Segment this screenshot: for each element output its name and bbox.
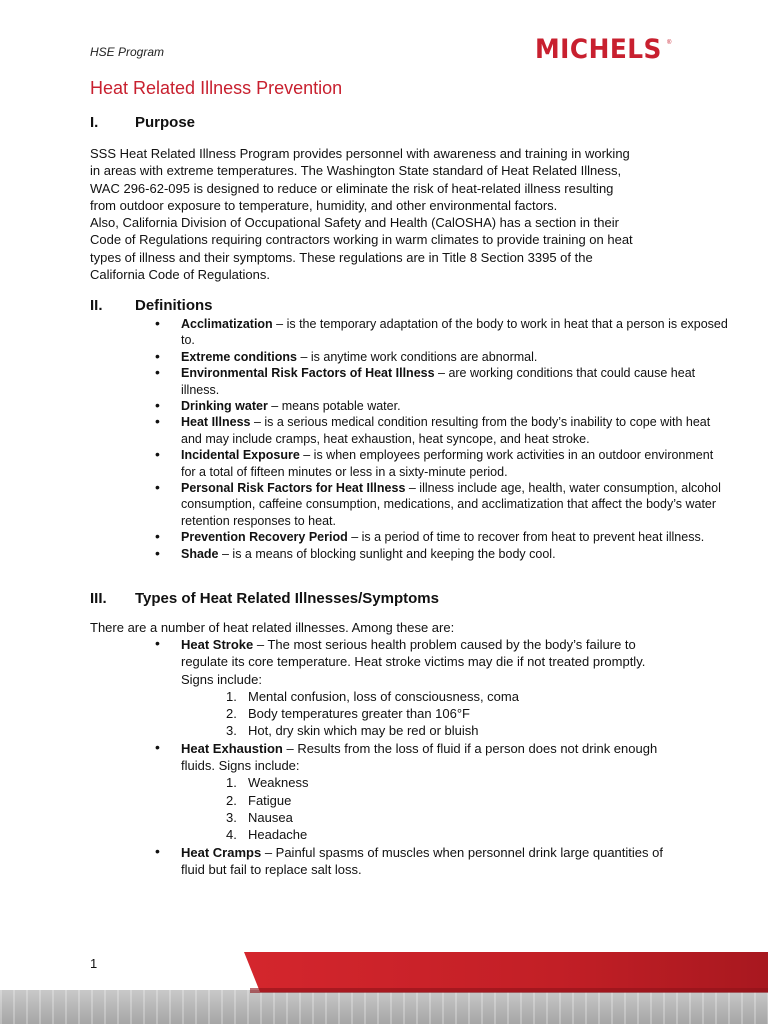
signs-list (181, 688, 675, 740)
definition-term: Acclimatization (181, 317, 273, 331)
definition-text: – are working conditions that could cause heat illness. (181, 366, 696, 397)
illness-item (155, 636, 675, 740)
sign-text: Body temperatures greater than 106°F (248, 706, 470, 722)
bullet-icon: • (155, 315, 160, 331)
illness-text: – The most serious health problem caused by the body’s failure to regulate its core temperature. Heat stroke victims may die if not treated promptly. Signs include: (181, 637, 646, 687)
definition-term: Prevention Recovery Period (181, 530, 348, 545)
section-number: III. (90, 590, 107, 607)
definition-item (155, 414, 730, 447)
sign-number: 4. (226, 827, 237, 843)
purpose-paragraph: SSS Heat Related Illness Program provides personnel with awareness and training in working in areas with extreme temperatures. The Washington State standard of Heat Related Illness, WAC 296-62-095 is designed to reduce or eliminate the risk of heat-related illness resulting from outdoor exposure to temperature, humidity, and other environmental factors. Also, California Division of Occupational Safety and Health (CalOSHA) has a section in their Code of Regulations requiring contractors working in warm climates to provide training on heat types of illness and their symptoms. These regulations are in Title 8 Section 3395 of the California Code of Regulations. (90, 146, 633, 283)
bullet-icon: • (155, 347, 160, 364)
sign-text: Hot, dry skin which may be red or bluish (248, 723, 479, 739)
sign-text: Mental confusion, loss of consciousness, coma (248, 688, 519, 704)
definition-term: Drinking water (181, 399, 268, 414)
definition-term: Incidental Exposure (181, 448, 300, 463)
definition-item (155, 365, 730, 398)
signs-list (181, 774, 675, 843)
definition-text: – is the temporary adaptation of the body to work in heat that a person is exposed to. (181, 317, 728, 348)
sign-item (226, 792, 675, 809)
section-title: Types of Heat Related Illnesses/Symptoms (135, 590, 439, 607)
definition-item (155, 529, 730, 545)
document-title: Heat Related Illness Prevention (90, 78, 343, 98)
bullet-icon: • (155, 364, 160, 381)
illness-text: – Painful spasms of muscles when personnel drink large quantities of fluid but fail to replace salt loss. (181, 844, 663, 877)
bullet-icon: • (155, 528, 160, 545)
section-number: I. (90, 114, 99, 131)
sign-number: 1. (226, 688, 237, 704)
sign-number: 2. (226, 792, 237, 808)
bullet-icon: • (155, 413, 160, 430)
footer-red-banner-shadow (250, 988, 768, 993)
definition-text: – is anytime work conditions are abnormal. (297, 349, 538, 364)
section-number: II. (90, 297, 103, 314)
footer-red-banner (244, 952, 768, 992)
sign-number: 3. (226, 809, 237, 825)
section-title: Definitions (135, 297, 213, 314)
definition-text: – means potable water. (267, 399, 401, 414)
definition-term: Heat Illness (181, 415, 251, 430)
sign-number: 2. (226, 706, 237, 722)
bullet-icon: • (155, 397, 160, 414)
sign-item (226, 722, 675, 739)
definitions-list (155, 316, 730, 562)
bullet-icon: • (155, 842, 160, 859)
illness-item (155, 740, 675, 844)
definition-term: Personal Risk Factors for Heat Illness (181, 481, 406, 496)
sign-text: Weakness (248, 775, 309, 791)
michels-logo: MICHELS (535, 34, 662, 65)
definition-term: Shade (181, 546, 219, 561)
bullet-icon: • (155, 479, 160, 496)
page-number: 1 (90, 956, 98, 971)
illness-item (155, 844, 675, 879)
illness-term: Heat Cramps (181, 844, 262, 860)
illness-term: Heat Exhaustion (181, 740, 283, 756)
definition-text: – illness include age, health, water consumption, alcohol consumption, caffeine consumption, medications, and acclimatization that affect the body’s water retention responses to heat. (181, 481, 721, 528)
bullet-icon: • (155, 544, 160, 561)
program-label: HSE Program (90, 45, 165, 59)
illness-term: Heat Stroke (181, 637, 254, 652)
definition-term: Extreme conditions (181, 349, 297, 364)
definition-term: Environmental Risk Factors of Heat Illness (181, 366, 435, 381)
illness-list (155, 636, 675, 878)
definition-item (155, 480, 730, 529)
sign-item (226, 826, 675, 843)
sign-item (226, 774, 675, 791)
types-intro: There are a number of heat related illnesses. Among these are: (90, 620, 455, 635)
sign-text: Fatigue (248, 792, 292, 808)
bullet-icon: • (155, 446, 160, 463)
registered-mark: ® (667, 40, 672, 46)
footer-band (0, 990, 768, 1024)
sign-item (226, 705, 675, 722)
bullet-icon: • (155, 635, 160, 651)
definition-item (155, 316, 730, 349)
bullet-icon: • (155, 738, 160, 755)
sign-item (226, 809, 675, 826)
definition-text: – is a means of blocking sunlight and keeping the body cool. (218, 546, 556, 561)
definition-text: – is when employees performing work activities in an outdoor environment for a total of fifteen minutes or less in a sixty-minute period. (181, 448, 714, 479)
definition-item (155, 349, 730, 365)
illness-text: – Results from the loss of fluid if a person does not drink enough fluids. Signs include: (181, 740, 658, 774)
sign-item (226, 688, 675, 705)
definition-text: – is a period of time to recover from heat to prevent heat illness. (347, 530, 705, 545)
sign-number: 1. (226, 775, 237, 791)
definition-item (155, 398, 730, 414)
definition-text: – is a serious medical condition resulting from the body’s inability to cope with heat and may include cramps, heat exhaustion, heat syncope, and heat stroke. (181, 415, 711, 446)
section-title: Purpose (135, 114, 196, 131)
sign-number: 3. (226, 723, 237, 739)
sign-text: Nausea (248, 809, 293, 825)
definition-item (155, 546, 730, 562)
sign-text: Headache (248, 827, 308, 843)
definition-item (155, 447, 730, 480)
